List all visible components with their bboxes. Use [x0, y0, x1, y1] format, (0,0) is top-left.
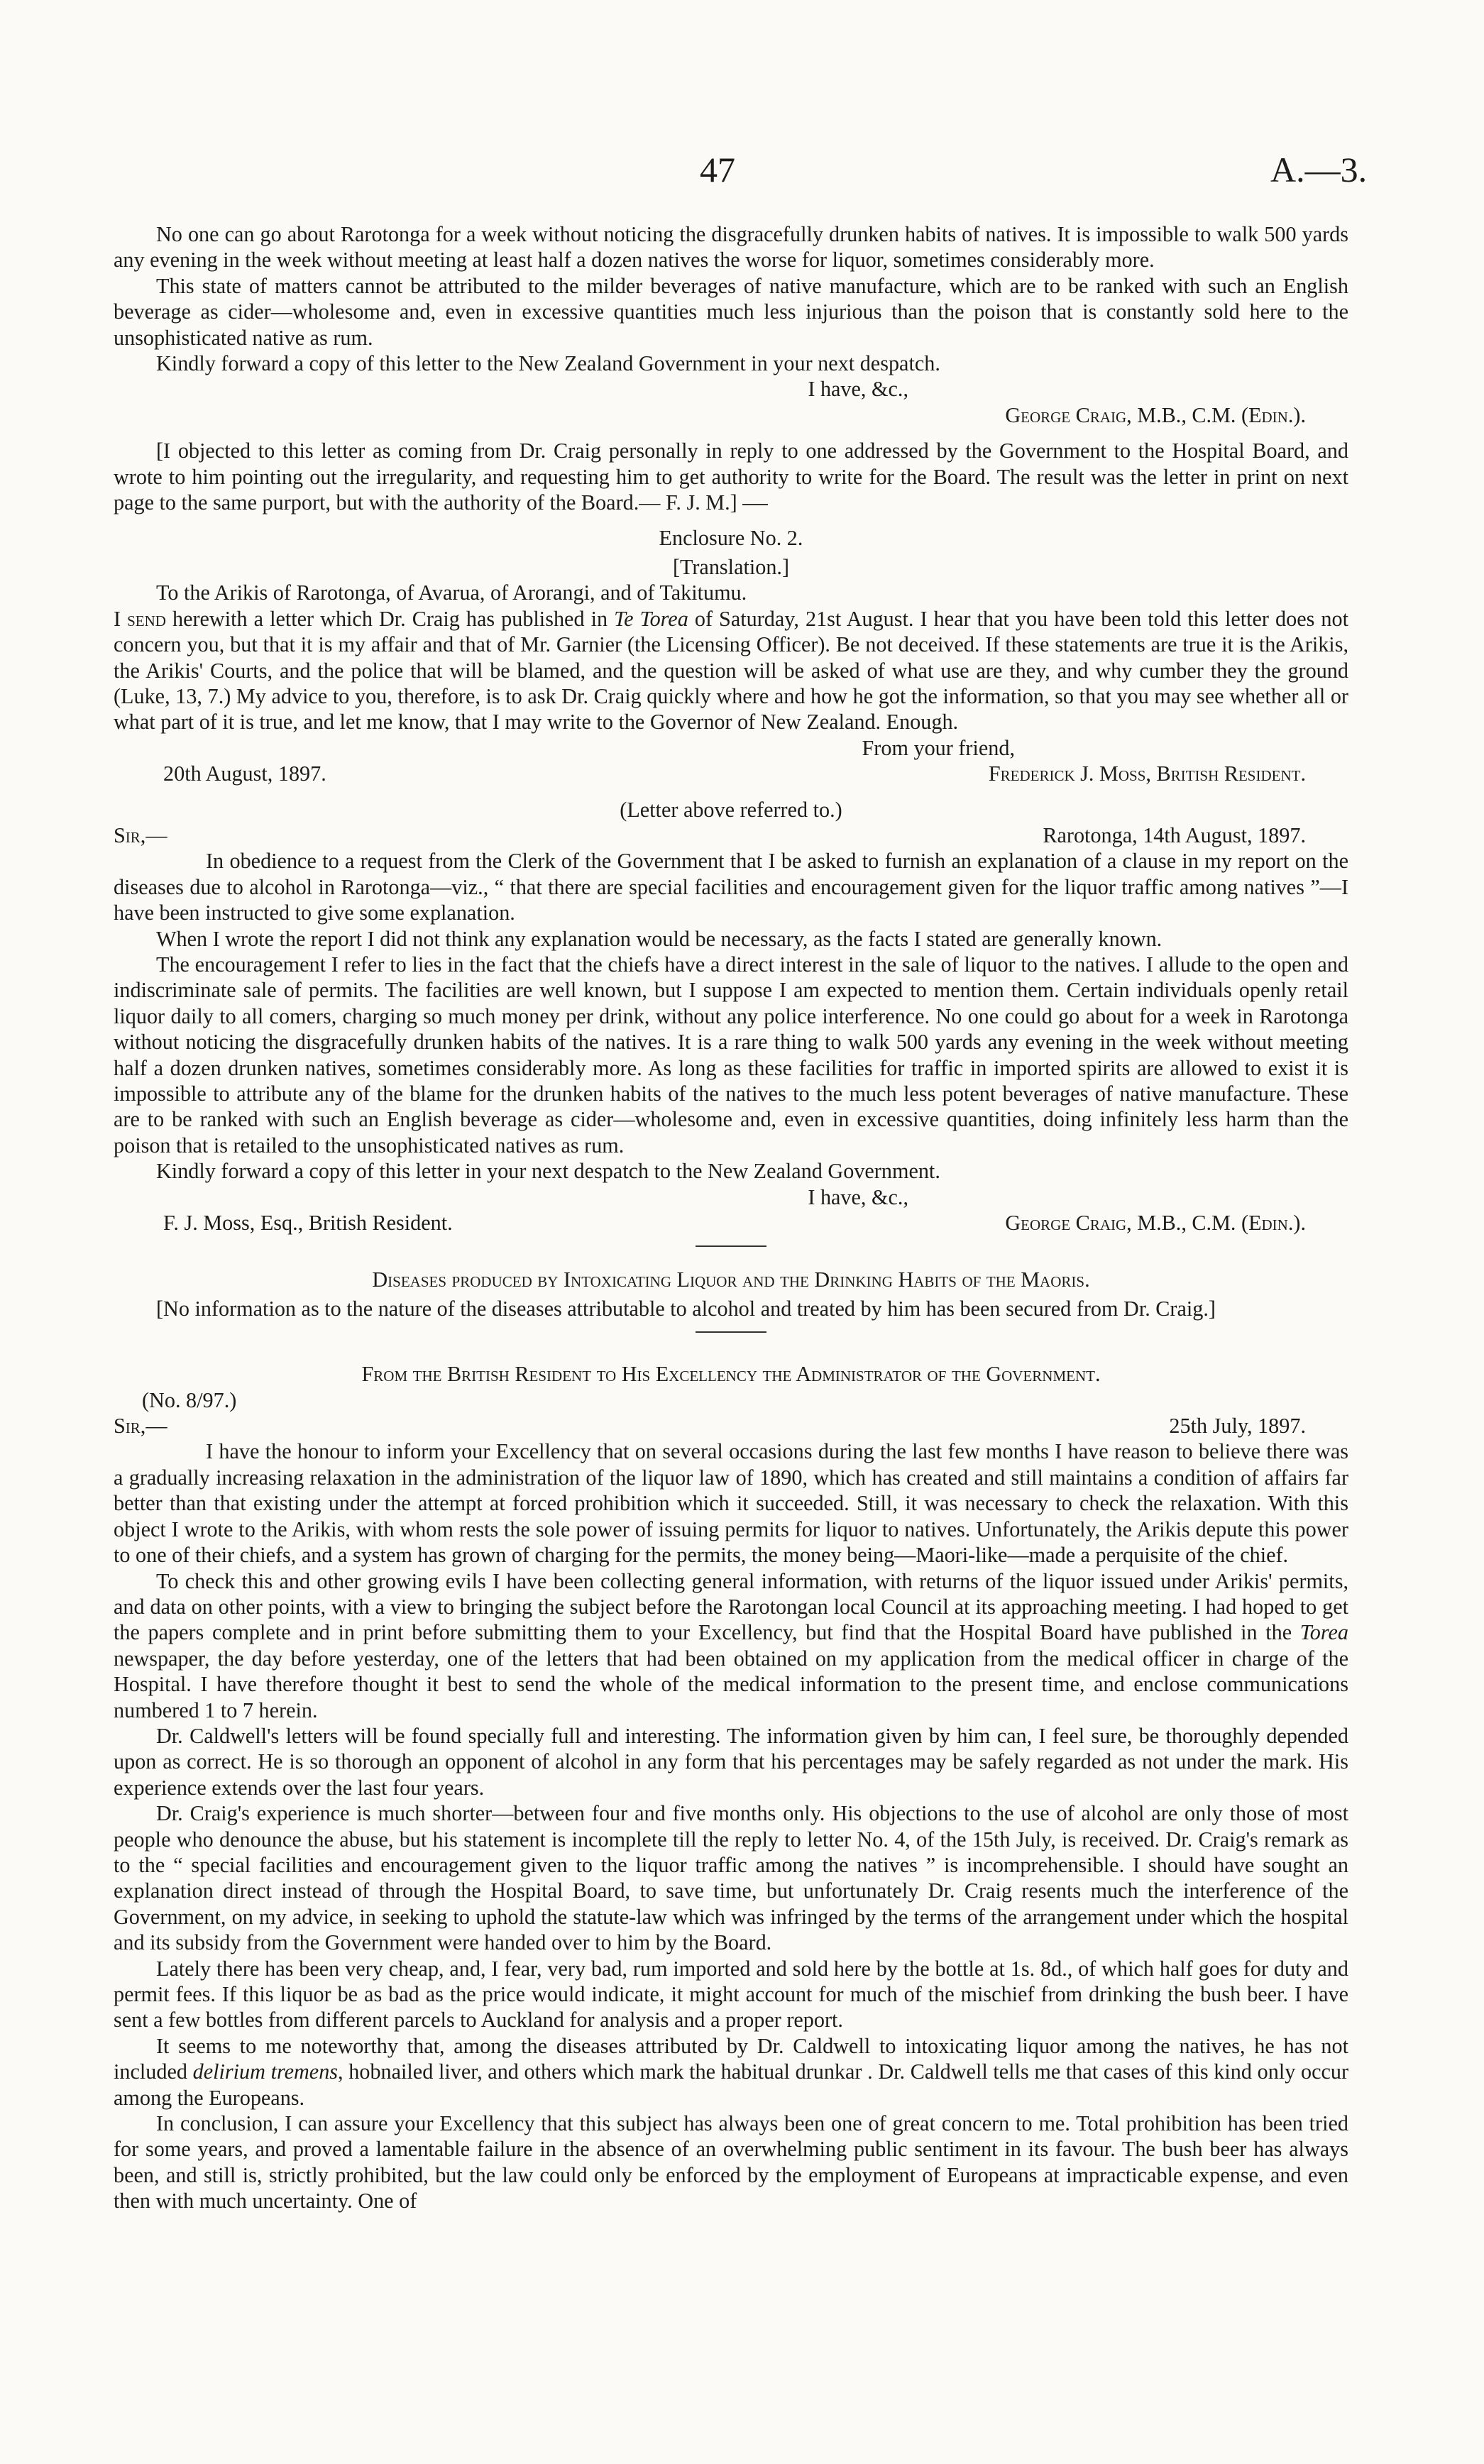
salutation-row — [114, 823, 1348, 848]
date-25-july: 25th July, 1897. — [1169, 1414, 1306, 1439]
paragraph-drunken-habits: No one can go about Rarotonga for a week without noticing the disgracefully drunken habits of natives. It is impossible to walk 500 yards any evening in the week without meeting at least half a dozen natives the worse for liquor, sometimes considerably more. — [114, 222, 1348, 273]
date-signature-row — [114, 761, 1348, 786]
no-information-note: [No information as to the nature of the diseases attributable to alcohol and treated by him has been secured from Dr. Craig.] — [156, 1296, 1216, 1321]
signature-moss: Frederick J. Moss, British Resident. — [988, 761, 1306, 786]
section-reference: A.—3. — [1270, 150, 1368, 189]
signoff-have-2: I have, &c., — [808, 1184, 908, 1209]
salutation-row-2 — [114, 1413, 1348, 1439]
editor-note: [I objected to this letter as coming from Dr. Craig personally in reply to one addressed by the Government to the Hospital Board, and wrote to him pointing out the irregularity, and requesting him to get authority to write for the Board. The result was the letter in print on next page to the same purport, but with the authority of the Board.— F. J. M.] — [114, 439, 1348, 515]
signoff-have: I have, &c., — [808, 377, 908, 402]
enclosure-title: Enclosure No. 2. — [659, 526, 803, 551]
paragraph-forward-copy: Kindly forward a copy of this letter to the New Zealand Government in your next despatch. — [156, 351, 940, 376]
page-header — [0, 149, 1484, 192]
paragraph-noteworthy: It seems to me noteworthy that, among the diseases attributed by Dr. Caldwell to intoxicating liquor among the natives, he has not included delirium tremens, hobnailed liver, and others which mark the habitual drunkar . Dr. Caldwell tells me that cases of this kind only occur among the Europeans. — [114, 2033, 1349, 2110]
address-arikis: To the Arikis of Rarotonga, of Avarua, of Arorangi, and of Takitumu. — [156, 581, 747, 605]
lead-words: I send — [114, 606, 166, 631]
medical-term: delirium tremens — [192, 2059, 339, 2084]
document-body — [114, 221, 1348, 2214]
from-heading: From the British Resident to His Excellency the Administrator of the Government. — [361, 1362, 1101, 1387]
paragraph-caldwell: Dr. Caldwell's letters will be found specially full and interesting. The information given by him can, I feel sure, be thoroughly depended upon as correct. He is so thorough an opponent of alcohol in any form that his percentages may be safely regarded as not under the mark. His experience extends over the last four years. — [114, 1723, 1348, 1800]
paragraph-native-beverages: This state of matters cannot be attributed to the milder beverages of native manufacture, which are to be ranked with such an English beverage as cider—wholesome and, even in excessive quantities much less injurious than the poison that is constantly sold here to the unsophisticated native as rum. — [114, 273, 1348, 350]
paragraph-obedience: In obedience to a request from the Clerk of the Government that I be asked to furnish an explanation of a clause in my report on the diseases due to alcohol in Rarotonga—viz., “ that there are special facilities and encouragement given for the liquor traffic among natives ”—I have been instructed to give some explanation. — [114, 849, 1348, 925]
paragraph-forward-copy-2: Kindly forward a copy of this letter in your next despatch to the New Zealand Government. — [156, 1159, 940, 1184]
reference-number: (No. 8/97.) — [142, 1387, 237, 1412]
date-20-august: 20th August, 1897. — [163, 761, 326, 786]
short-rule — [742, 504, 768, 505]
section-rule — [696, 1245, 766, 1247]
section-rule — [696, 1331, 766, 1333]
paragraph-craig-experience: Dr. Craig's experience is much shorter—between four and five months only. His objections to the use of alcohol are only those of most people who denounce the abuse, but his statement is incomplete till the reply to letter No. 4, of the 15th July, is received. Dr. Craig's remark as to the “ special facilities and encouragement given to the liquor traffic among the natives ” is incomprehensible. I should have sought an explanation direct instead of through the Hospital Board, to save time, but unfortunately Dr. Craig resents much the interference of the Government, on my advice, in seeking to uphold the statute-law which was infringed by the terms of the arrangement under which the hospital and its subsidy from the Government were handed over to him by the Board. — [114, 1801, 1348, 1955]
paragraph-honour: I have the honour to inform your Excellency that on several occasions during the last few months I have reason to believe there was a gradually increasing relaxation in the administration of the liquor law of 1890, which has created and still maintains a condition of affairs far better than that existing under the attempt at forced prohibition which it succeeded. Still, it was necessary to check the relaxation. With this object I wrote to the Arikis, with whom rests the sole power of issuing permits for liquor to natives. Unfortunately, the Arikis depute this power to one of their chiefs, and a system has grown of charging for the permits, the money being—Maori-like—made a perquisite of the chief. — [114, 1439, 1348, 1568]
paragraph-report: When I wrote the report I did not think any explanation would be necessary, as the facts I stated are generally known. — [156, 926, 1163, 951]
addressee-signature-row — [114, 1210, 1348, 1236]
paragraph-encouragement: The encouragement I refer to lies in the fact that the chiefs have a direct interest in the sale of liquor to the natives. I allude to the open and indiscriminate sale of permits. The facilities are well known, but I suppose I am expected to mention them. Certain individuals openly retail liquor daily to all comers, charging so much money per drink, without any police interference. No one could go about for a week in Rarotonga without noticing the disgracefully drunken habits of the natives. It is a rare thing to walk 500 yards any evening in the week without meeting half a dozen drunken natives, sometimes considerably more. As long as these facilities for traffic in imported spirits are allowed to exist it is impossible to attribute any of the blame for the drunken habits of the natives to the much less potent beverages of native manufacture. These are to be ranked with such an English beverage as cider—wholesome and, even in excessive quantities, doing infinitely less harm than the poison that is retailed to the unsophisticated natives as rum. — [114, 952, 1348, 1157]
signoff-friend: From your friend, — [862, 735, 1015, 760]
letter-referred-label: (Letter above referred to.) — [620, 797, 842, 822]
salutation-sir: Sir,— — [114, 823, 167, 847]
signature-craig: George Craig, M.B., C.M. (Edin.). — [1005, 402, 1306, 427]
paragraph-check-evils: To check this and other growing evils I have been collecting general information, with returns of the liquor issued under Arikis' permits, and data on other points, with a view to bringing the subject before the Rarotongan local Council at its approaching meeting. I had hoped to get the papers complete and in print before submitting them to your Excellency, but find that the Hospital Board have published in the Torea newspaper, the day before yesterday, one of the letters that had been obtained on my application from the medical officer in charge of the Hospital. I have therefore thought it best to send the whole of the medical information to the present time, and enclose communications numbered 1 to 7 herein. — [114, 1568, 1348, 1722]
salutation-sir-2: Sir,— — [114, 1414, 167, 1439]
diseases-heading: Diseases produced by Intoxicating Liquor and the Drinking Habits of the Maoris. — [372, 1267, 1090, 1292]
paragraph-cheap-rum: Lately there has been very cheap, and, I fear, very bad, rum imported and sold here by the bottle at 1s. 8d., of which half goes for duty and permit fees. If this liquor be as bad as the price would indicate, it might account for much of the mischief from drinking the bush beer. I have sent a few bottles from different parcels to Auckland for analysis and a proper report. — [114, 1956, 1348, 2033]
page-number: 47 — [700, 150, 735, 189]
translation-label: [Translation.] — [672, 554, 790, 579]
paragraph-conclusion: In conclusion, I can assure your Excellency that this subject has always been one of great concern to me. Total prohibition has been tried for some years, and proved a lamentable failure in the absence of an overwhelming public sentiment in its favour. The bush beer has always been, and still is, strictly prohibited, but the law could only be enforced by the employment of Europeans at impracticable expense, and even then with much uncertainty. One of — [114, 2111, 1348, 2213]
newspaper-title: Te Torea — [614, 606, 688, 631]
addressee: F. J. Moss, Esq., British Resident. — [163, 1211, 453, 1236]
place-date: Rarotonga, 14th August, 1897. — [1043, 823, 1306, 847]
signature-craig-2: George Craig, M.B., C.M. (Edin.). — [1005, 1211, 1306, 1236]
paragraph-i-send: I send herewith a letter which Dr. Craig has published in Te Torea of Saturday, 21st August. I hear that you have been told this letter does not concern you, but that it is my affair and that of Mr. Garnier (the Licensing Officer). Be not deceived. If these statements are true it is the Arikis, the Arikis' Courts, and the police that will be blamed, and the question will be asked of what use are they, and why cumber they the ground (Luke, 13, 7.) My advice to you, therefore, is to ask Dr. Craig quickly where and how he got the information, so that you may see whether all or what part of it is true, and let me know, that I may write to the Governor of New Zealand. Enough. — [114, 606, 1348, 735]
newspaper-title-2: Torea — [1299, 1620, 1348, 1645]
